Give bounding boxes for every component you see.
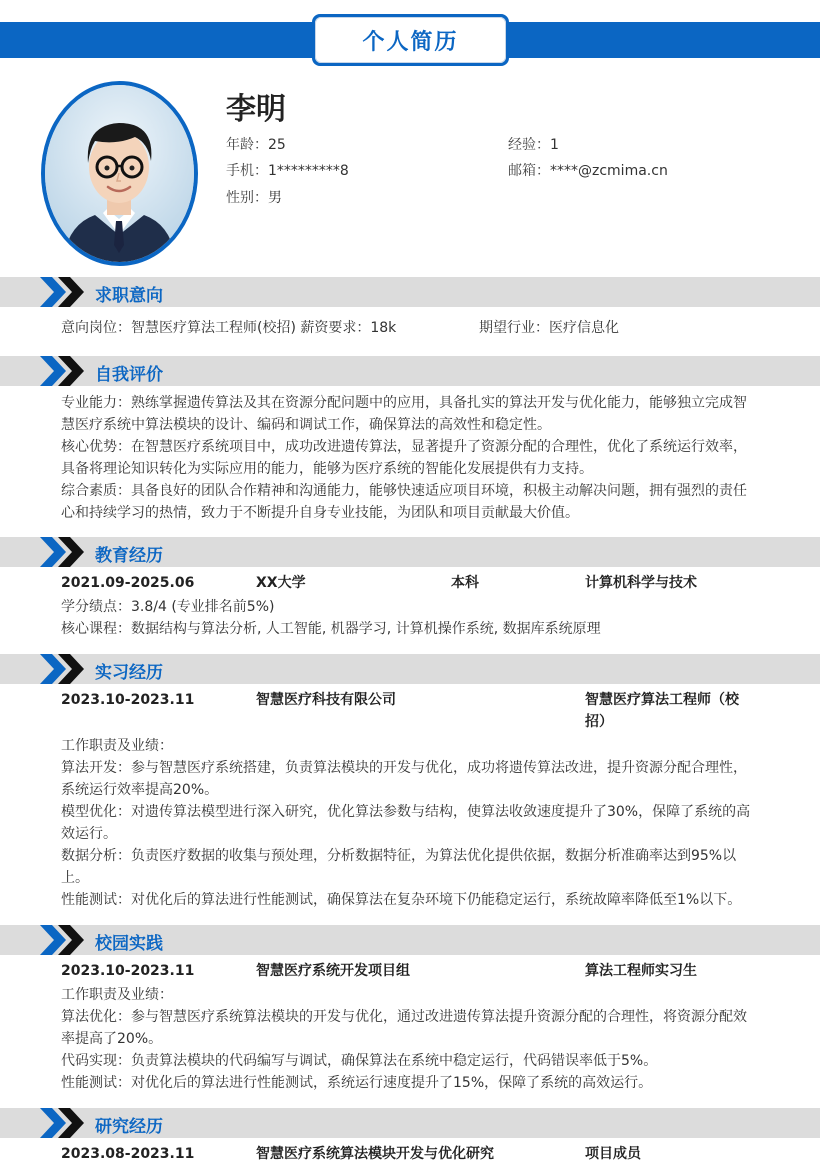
research-period: 2023.08-2023.11 (61, 1146, 195, 1160)
double-chevron-icon (40, 356, 90, 386)
email-row: 邮箱：****@zcmima.cn (508, 163, 668, 179)
section-header-research (0, 1108, 820, 1138)
section-title: 求职意向 (95, 286, 163, 306)
section-title: 研究经历 (95, 1117, 163, 1137)
title-box (312, 14, 509, 66)
education-details: 学分绩点：3.8/4 (专业排名前5%) 核心课程：数据结构与算法分析, 人工智能, 机器学习, 计算机操作系统, 数据库系统原理 (61, 599, 601, 637)
avatar (41, 81, 198, 266)
education-period: 2021.09-2025.06 (61, 575, 195, 591)
internship-role: 智慧医疗算法工程师（校 招） (585, 692, 739, 730)
phone-row: 手机：1*********8 (226, 163, 349, 179)
double-chevron-icon (40, 1108, 90, 1138)
intent-position: 意向岗位：智慧医疗算法工程师(校招) 薪资要求：18k (61, 320, 397, 336)
section-header-internship (0, 654, 820, 684)
double-chevron-icon (40, 654, 90, 684)
internship-company: 智慧医疗科技有限公司 (256, 692, 396, 708)
section-title: 自我评价 (95, 365, 163, 385)
internship-details: 工作职责及业绩： 算法开发：参与智慧医疗系统搭建，负责算法模块的开发与优化，成功将遗传算法改进，提升资源分配合理性， 系统运行效率提高20%。 模型优化：对遗传算法模型进行深入研究，优化算法参数与结构，使算法收敛速度提升了30%，保障了系统的高 效运行。 数据分析：负责医疗数据的收集与预处理，分析数据特征，为算法优化提供依据，数据分析准确率达到95%以 上。 性能测试：对优化后的算法进行性能测试，确保算法在复杂环境下仍能稳定运行，系统故障率降低至1%以下。 (61, 738, 751, 908)
page-title: 个人简历 (362, 29, 459, 55)
education-degree: 本科 (451, 575, 479, 591)
campus-details: 工作职责及业绩： 算法优化：参与智慧医疗系统算法模块的开发与优化，通过改进遗传算法提升资源分配的合理性，将资源分配效 率提高了20%。 代码实现：负责算法模块的代码编写与调试，确保算法在系统中稳定运行，代码错误率低于5%。 性能测试：对优化后的算法进行性能测试，系统运行速度提升了15%，保障了系统的高效运行。 (61, 987, 747, 1091)
section-title: 校园实践 (95, 934, 163, 954)
section-title: 教育经历 (95, 546, 163, 566)
campus-role: 算法工程师实习生 (585, 963, 697, 979)
age-row: 年龄：25 (226, 137, 286, 153)
section-header-intent (0, 277, 820, 307)
internship-period: 2023.10-2023.11 (61, 692, 195, 708)
self-eval-text: 专业能力：熟练掌握遗传算法及其在资源分配问题中的应用，具备扎实的算法开发与优化能力，能够独立完成智 慧医疗系统中算法模块的设计、编码和调试工作，确保算法的高效性和稳定性。 核心优势：在智慧医疗系统项目中，成功改进遗传算法，显著提升了资源分配的合理性，优化了系统运行效率， 具备将理论知识转化为实际应用的能力，能够为医疗系统的智能化发展提供有力支持。 综合素质：具备良好的团队合作精神和沟通能力，能够快速适应项目环境，积极主动解决问题，拥有强烈的责任 心和持续学习的热情，致力于不断提升自身专业技能，为团队和项目贡献最大价值。 (61, 395, 747, 521)
research-project: 智慧医疗系统算法模块开发与优化研究 (256, 1146, 494, 1160)
double-chevron-icon (40, 925, 90, 955)
section-header-self-eval (0, 356, 820, 386)
gender-row: 性别：男 (226, 190, 282, 206)
candidate-name: 李明 (226, 92, 286, 127)
section-header-education (0, 537, 820, 567)
double-chevron-icon (40, 537, 90, 567)
section-header-campus (0, 925, 820, 955)
education-major: 计算机科学与技术 (585, 575, 697, 591)
portrait-illustration (45, 85, 194, 262)
research-role: 项目成员 (585, 1146, 641, 1160)
double-chevron-icon (40, 277, 90, 307)
section-title: 实习经历 (95, 663, 163, 683)
campus-org: 智慧医疗系统开发项目组 (256, 963, 410, 979)
campus-period: 2023.10-2023.11 (61, 963, 195, 979)
experience-row: 经验：1 (508, 137, 559, 153)
intent-industry: 期望行业：医疗信息化 (479, 320, 619, 336)
education-school: XX大学 (256, 575, 306, 591)
